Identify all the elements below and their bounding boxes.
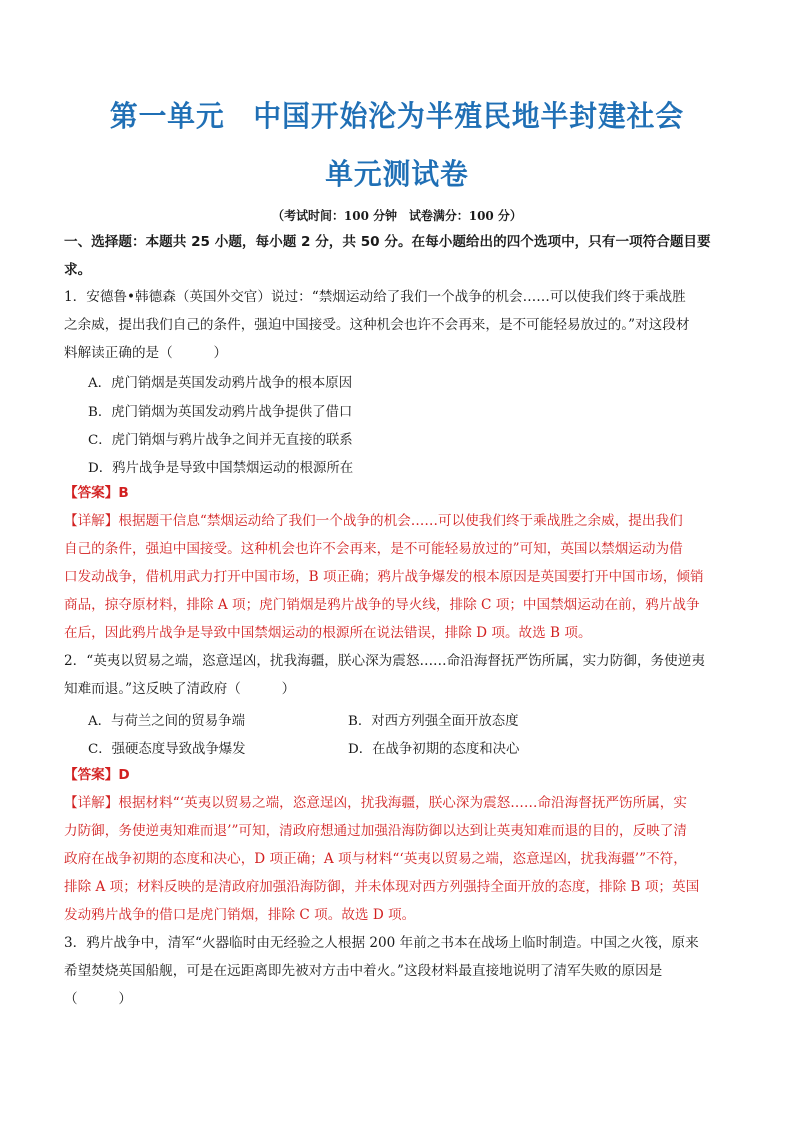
q2-stem-line-2: 知难而退。”这反映了清政府（ ） (64, 681, 296, 697)
q1-stem-line-1: 1．安德鲁•韩德森（英国外交官）说过：“禁烟运动给了我们一个战争的机会……可以使我们终于乘战胜 (64, 289, 686, 305)
q3-stem-line-3: （ ） (64, 991, 132, 1007)
q1-stem-line-2: 之余威，提出我们自己的条件，强迫中国接受。这种机会也许不会再来，是不可能轻易放过的。”对这段材 (64, 317, 690, 333)
q2-detail-line-1: 【详解】根据材料“‘英夷以贸易之端，恣意逞凶，扰我海疆，朕心深为震怒……命沿海督抚严饬所属，实 (64, 795, 687, 811)
q3-stem-line-1: 3．鸦片战争中，清军“火器临时由无经验之人根据 200 年前之书本在战场上临时制造。中国之火筏，原来 (64, 935, 699, 951)
page-subtitle-title: 单元测试卷 (325, 157, 469, 191)
q2-option-c: C．强硬态度导致战争爆发 (88, 742, 246, 757)
q1-option-d: D．鸦片战争是导致中国禁烟运动的根源所在 (88, 461, 354, 476)
q1-detail-line-4: 商品，掠夺原材料，排除 A 项；虎门销烟是鸦片战争的导火线，排除 C 项；中国禁烟运动在前，鸦片战争 (64, 597, 700, 613)
q2-answer: 【答案】D (64, 767, 130, 783)
q1-detail-line-3: 口发动战争，借机用武力打开中国市场，B 项正确；鸦片战争爆发的根本原因是英国要打开中国市场，倾销 (64, 569, 704, 585)
q1-option-c: C．虎门销烟与鸦片战争之间并无直接的联系 (88, 433, 353, 448)
q2-detail-line-5: 发动鸦片战争的借口是虎门销烟，排除 C 项。故选 D 项。 (64, 907, 416, 923)
q2-detail-line-2: 力防御，务使逆夷知难而退’”可知，清政府想通过加强沿海防御以达到让英夷知难而退的目的，反映了清 (64, 823, 687, 839)
q1-detail-line-1: 【详解】根据题干信息“禁烟运动给了我们一个战争的机会……可以使我们终于乘战胜之余威，提出我们 (64, 513, 683, 529)
section-heading-line-2: 求。 (64, 262, 92, 278)
q1-answer: 【答案】B (64, 485, 129, 501)
section-heading-line-1: 一、选择题：本题共 25 小题，每小题 2 分，共 50 分。在每小题给出的四个选项中，只有一项符合题目要 (64, 234, 711, 250)
q3-stem-line-2: 希望焚烧英国船舰，可是在远距离即先被对方击中着火。”这段材料最直接地说明了清军失败的原因是 (64, 963, 663, 979)
q2-option-d: D．在战争初期的态度和决心 (348, 742, 520, 757)
q1-option-a: A．虎门销烟是英国发动鸦片战争的根本原因 (88, 376, 353, 391)
page-title: 第一单元 中国开始沦为半殖民地半封建社会 (109, 99, 685, 133)
q1-stem-line-3: 料解读正确的是（ ） (64, 345, 228, 361)
q2-stem-line-1: 2．“英夷以贸易之端，恣意逞凶，扰我海疆，朕心深为震怒……命沿海督抚严饬所属，实力防御，务使逆夷 (64, 653, 705, 669)
q2-detail-line-4: 排除 A 项；材料反映的是清政府加强沿海防御，并未体现对西方列强持全面开放的态度，排除 B 项；英国 (64, 879, 700, 895)
q2-option-a: A．与荷兰之间的贸易争端 (88, 714, 245, 729)
q1-detail-line-5: 在后，因此鸦片战争是导致中国禁烟运动的根源所在说法错误，排除 D 项。故选 B 项。 (64, 625, 592, 641)
q2-option-b: B．对西方列强全面开放态度 (348, 714, 519, 729)
q1-detail-line-2: 自己的条件，强迫中国接受。这种机会也许不会再来，是不可能轻易放过的”可知，英国以禁烟运动为借 (64, 541, 683, 557)
q1-option-b: B．虎门销烟为英国发动鸦片战争提供了借口 (88, 405, 353, 420)
exam-info: （考试时间：100 分钟 试卷满分：100 分） (272, 208, 522, 223)
q2-detail-line-3: 政府在战争初期的态度和决心，D 项正确；A 项与材料“‘英夷以贸易之端，恣意逞凶，扰我海疆’”不符， (64, 851, 687, 867)
